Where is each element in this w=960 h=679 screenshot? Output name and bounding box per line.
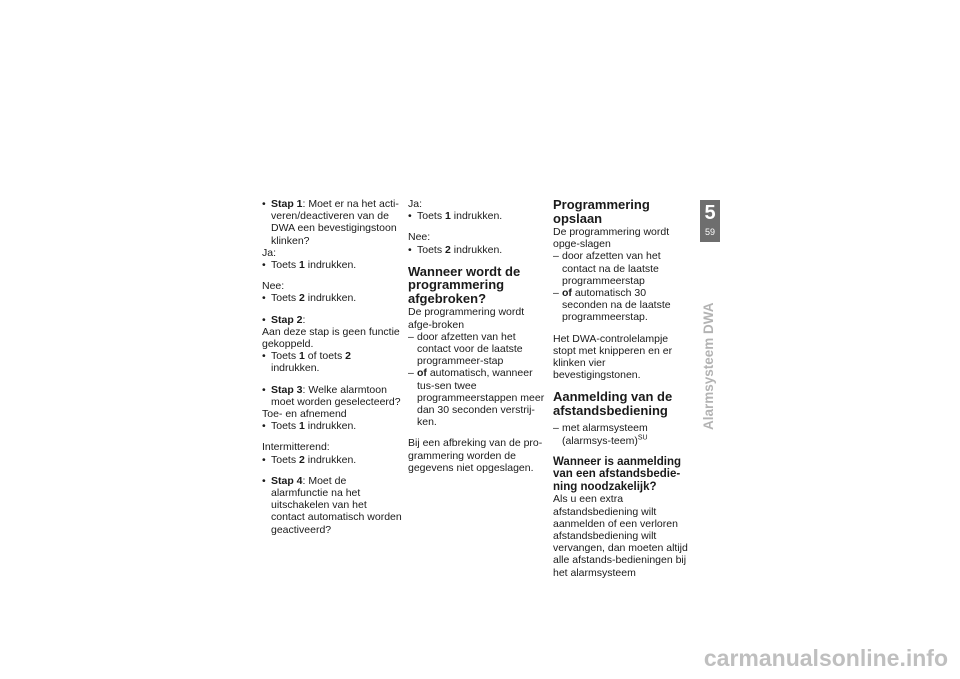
instruction-text: of toets [304, 350, 346, 363]
option-label: Intermitterend: [262, 441, 330, 454]
key-number: 2 [299, 453, 305, 466]
instruction-text: Toets [271, 259, 300, 272]
key-number: 1 [299, 259, 305, 272]
bullet: • [262, 313, 266, 326]
list-item [553, 422, 693, 446]
instruction-text: Toets [271, 350, 300, 363]
column-1 [262, 198, 402, 536]
instruction-item [262, 292, 402, 304]
paragraph: Het DWA-controlelampje stopt met knipperen en er klinken vier bevestigingstonen. [553, 332, 673, 382]
list-text: door afzetten van het contact na de laatste programmeerstap [562, 250, 661, 287]
watermark: carmanualsonline.info [703, 645, 948, 671]
step-2-item [262, 314, 402, 326]
step-text: : [302, 313, 306, 326]
column-3 [553, 198, 693, 579]
step-text: : Welke alarmtoon moet worden geselecteerd? [271, 383, 401, 408]
instruction-text: Toets [417, 210, 446, 223]
bullet: • [262, 474, 266, 487]
dash: – [553, 287, 559, 300]
bullet: • [262, 292, 266, 305]
step-description: Aan deze stap is geen functie gekoppeld. [262, 325, 400, 351]
instruction-text: Toets [271, 420, 300, 433]
key-number: 1 [299, 350, 305, 363]
dash: – [408, 330, 414, 343]
key-number: 1 [445, 210, 451, 223]
key-number: 2 [445, 243, 451, 256]
emphasis: of [562, 287, 572, 300]
section-heading: Aanmelding van de afstandsbediening [553, 389, 673, 418]
instruction-text: indrukken. [450, 243, 503, 256]
superscript: SU [637, 434, 648, 442]
step-label: Stap 3 [271, 383, 303, 396]
list-text: automatisch, wanneer tus-sen twee programmeerstappen meer dan 30 seconden verstrij-ken. [417, 367, 545, 429]
list-item [553, 287, 693, 324]
answer-label: Ja: [408, 198, 423, 210]
instruction-item [408, 210, 548, 222]
list-item [408, 367, 548, 428]
step-1-item [262, 198, 402, 247]
bullet: • [262, 350, 266, 363]
bullet: • [408, 210, 412, 223]
step-text: : Moet er na het acti-veren/deactiveren van de DWA een bevestigingstoon klinken? [271, 198, 399, 247]
instruction-item [262, 350, 402, 374]
list-text: door afzetten van het contact voor de laatste programmeer-stap [417, 330, 523, 368]
step-4-item [262, 475, 402, 536]
answer-label: Ja: [262, 246, 277, 259]
bullet: • [408, 243, 412, 256]
step-text: : Moet de alarmfunctie na het uitschakelen van het contact automatisch worden geactiveerd? [271, 474, 402, 536]
intro-text: De programmering wordt opge-slagen [553, 226, 670, 251]
instruction-item [408, 244, 548, 256]
section-heading: Programmering opslaan [553, 197, 650, 226]
column-2 [408, 198, 548, 474]
dash: – [553, 422, 559, 435]
dash: – [408, 367, 414, 380]
key-number: 2 [345, 350, 351, 363]
bullet: • [262, 198, 266, 210]
key-number: 2 [299, 292, 305, 305]
chapter-tab [700, 200, 720, 242]
instruction-item [262, 259, 402, 271]
bullet: • [262, 420, 266, 433]
instruction-item [262, 454, 402, 466]
step-3-item [262, 384, 402, 408]
answer-label: Nee: [408, 231, 431, 244]
instruction-text: Toets [417, 243, 446, 256]
list-text: met alarmsysteem (alarmsys-teem) [562, 422, 648, 447]
instruction-text: indrukken. [304, 453, 357, 466]
chapter-number: 5 [704, 202, 716, 224]
dash: – [553, 250, 559, 263]
bullet: • [262, 453, 266, 466]
instruction-text: indrukken. [304, 259, 357, 272]
list-item [553, 250, 693, 287]
step-label: Stap 2 [271, 313, 303, 326]
instruction-text: indrukken. [304, 420, 357, 433]
page-number: 59 [704, 227, 715, 237]
bullet: • [262, 259, 266, 272]
bullet: • [262, 383, 266, 396]
option-label: Toe- en afnemend [262, 408, 347, 421]
instruction-text: indrukken. [450, 210, 503, 223]
list-text: automatisch 30 seconden na de laatste programmeerstap. [562, 287, 671, 324]
emphasis: of [417, 367, 427, 380]
chapter-title: Alarmsysteem DWA [701, 302, 716, 430]
section-heading: Wanneer wordt de programmering afgebroken? [408, 263, 521, 306]
subsection-heading: Wanneer is aanmelding van een afstandsbedie-ning noodzakelijk? [553, 455, 682, 493]
paragraph: Als u een extra afstandsbediening wilt aanmelden of een verloren afstandsbediening wilt vervangen, dan moeten altijd alle afstands-bedieningen bij het alarmsysteem [553, 493, 688, 579]
instruction-text: Toets [271, 453, 300, 466]
instruction-text: indrukken. [304, 292, 357, 305]
instruction-text: Toets [271, 292, 300, 305]
step-label: Stap 4 [271, 474, 303, 487]
step-label: Stap 1 [271, 198, 303, 210]
instruction-item [262, 420, 402, 432]
answer-label: Nee: [262, 280, 285, 293]
instruction-text: indrukken. [271, 362, 320, 375]
paragraph: Bij een afbreking van de pro-grammering worden de gegevens niet opgeslagen. [408, 437, 543, 474]
key-number: 1 [299, 420, 305, 433]
list-item [408, 331, 548, 368]
intro-text: De programmering wordt afge-broken [408, 306, 525, 331]
